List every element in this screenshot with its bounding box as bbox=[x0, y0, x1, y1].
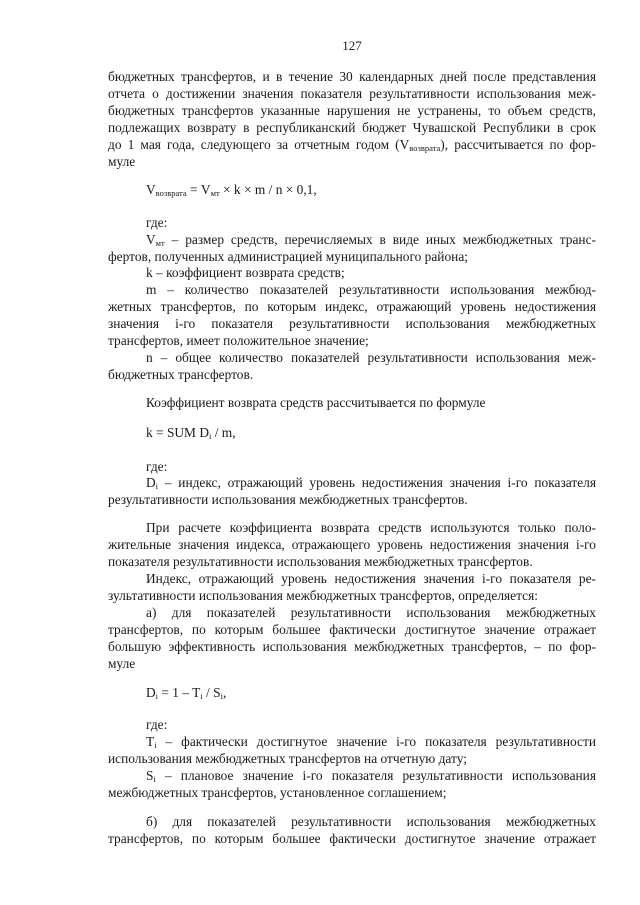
definition-line: $D_i$ – индекс, отражающий уровень недостижения значения i-го показателя bbox=[146, 475, 596, 491]
definition-line: k – коэффициент возврата средств; bbox=[146, 265, 345, 280]
definition-line: $V_{мт}$ – размер средств, перечисляемых в виде иных межбюджетных транс- bbox=[146, 232, 596, 248]
text-line: отчета о достижении значения показателя результативности использования меж- bbox=[108, 86, 596, 101]
text-line: муле bbox=[108, 154, 136, 169]
formula: $V_{возврата} = V_{мт} \times k \times m / n \times 0,1$, bbox=[146, 182, 317, 198]
formula: k = SUM $D_i$ / m, bbox=[146, 425, 236, 441]
where-label: где: bbox=[146, 717, 168, 732]
definition-line: $S_i$ – плановое значение i-го показателя результативности использования bbox=[146, 768, 596, 784]
text-line: Коэффициент возврата средств рассчитывается по формуле bbox=[146, 395, 486, 410]
text-line: до 1 мая года, следующего за отчетным годом $(V_{возврата})$, рассчитывается по фор- bbox=[108, 137, 596, 153]
text-line: подлежащих возврату в республиканский бюджет Чувашской Республики в срок bbox=[108, 120, 596, 135]
text-line: бюджетных трансфертов, и в течение 30 календарных дней после представления bbox=[108, 69, 596, 84]
definition-line: m – количество показателей результативности использования межбюд- bbox=[146, 282, 596, 297]
definition-line: межбюджетных трансфертов, установленное соглашением; bbox=[108, 785, 447, 800]
definition-line: бюджетных трансфертов. bbox=[108, 367, 254, 382]
text-line: а) для показателей результативности использования межбюджетных bbox=[146, 605, 596, 620]
definition-line: значения i-го показателя результативности использования межбюджетных bbox=[108, 316, 596, 331]
definition-line: n – общее количество показателей результативности использования меж- bbox=[146, 350, 596, 365]
definition-line: трансфертов, имеет положительное значение; bbox=[108, 333, 369, 348]
definition-line: фертов, полученных администрацией муниципального района; bbox=[108, 249, 468, 264]
text-line: зультативности использования межбюджетных трансфертов, определяется: bbox=[108, 588, 538, 603]
text-line: трансфертов, по которым большее фактически достигнутое значение отражает bbox=[108, 831, 596, 846]
formula: $D_i = 1 - T_i / S_i$, bbox=[146, 685, 227, 701]
text-line: жительные значения индекса, отражающего уровень недостижения значения i-го bbox=[108, 537, 596, 552]
text-line: Индекс, отражающий уровень недостижения значения i-го показателя ре- bbox=[146, 571, 596, 586]
definition-line: $T_i$ – фактически достигнутое значение i-го показателя результативности bbox=[146, 734, 596, 750]
text-line: бюджетных трансфертов указанные нарушения не устранены, то объем средств, bbox=[108, 103, 596, 118]
where-label: где: bbox=[146, 459, 168, 474]
text-line: муле bbox=[108, 656, 136, 671]
text-line: б) для показателей результативности использования межбюджетных bbox=[146, 814, 596, 829]
definition-line: использования межбюджетных трансфертов на отчетную дату; bbox=[108, 751, 467, 766]
text-line: трансфертов, по которым большее фактически достигнутое значение отражает bbox=[108, 622, 596, 637]
definition-line: результативности использования межбюджетных трансфертов. bbox=[108, 492, 468, 507]
text-line: большую эффективность использования межбюджетных трансфертов, – по фор- bbox=[108, 639, 596, 654]
definition-line: жетных трансфертов, по которым индекс, отражающий уровень недостижения bbox=[108, 299, 596, 314]
page-number: 127 bbox=[342, 38, 362, 53]
text-line: При расчете коэффициента возврата средств используются только поло- bbox=[146, 520, 596, 535]
text-line: показателя результативности использования межбюджетных трансфертов. bbox=[108, 554, 533, 569]
where-label: где: bbox=[146, 215, 168, 230]
